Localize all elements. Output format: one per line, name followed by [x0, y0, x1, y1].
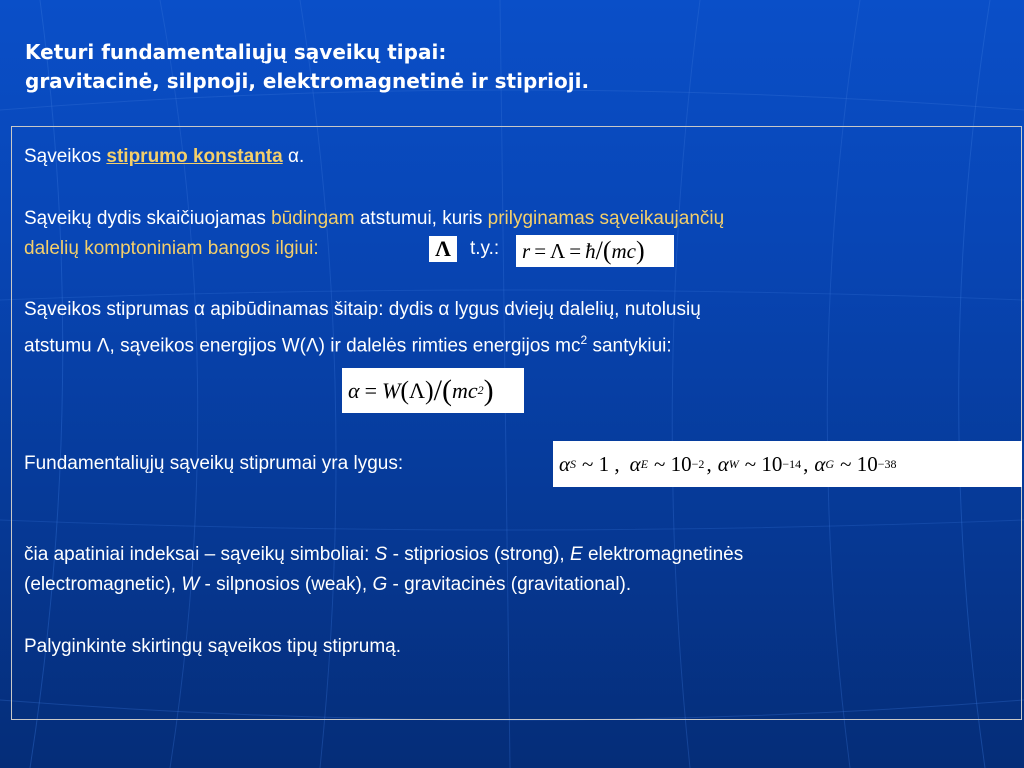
title-line-1: Keturi fundamentaliųjų sąveikų tipai:: [25, 40, 447, 64]
formula-lambda-image: Λ: [429, 236, 457, 262]
paragraph-distance-line-2: [24, 234, 319, 264]
link-stiprumo-konstanta[interactable]: stiprumo konstanta: [106, 146, 283, 167]
formula-strength-values: α S ~ 1 , α E ~ 10 −2 , α W ~ 10 −14 , α G ~ 10 −38: [553, 441, 1022, 487]
highlight-budingam: būdingam: [271, 208, 355, 229]
title-line-2: gravitacinė, silpnoji, elektromagnetinė ir stiprioji.: [25, 69, 590, 93]
paragraph-coupling-constant: Sąveikos stiprumo konstanta α.: [24, 146, 305, 167]
highlight-compton: dalelių komptoniniam bangos ilgiui:: [24, 238, 319, 259]
paragraph-compare: Palyginkinte skirtingų sąveikos tipų stiprumą.: [24, 636, 402, 657]
formula-r-equals: r = Λ = ħ / ( mc ): [516, 235, 674, 267]
paragraph-strength-line-1: Sąveikos stiprumas α apibūdinamas šitaip: dydis α lygus dviejų dalelių, nutolusių: [24, 299, 701, 320]
highlight-prilyginamas: prilyginamas sąveikaujančių: [487, 208, 725, 229]
paragraph-strength-line-2: atstumu Λ, sąveikos energijos W(Λ) ir dalelės rimties energijos $mc^2$ santykiui:: [24, 333, 672, 357]
paragraph-indices-line-1: čia apatiniai indeksai – sąveikų simboliai: S - stipriosios (strong), E elektromagnetinės: [24, 544, 744, 565]
paragraph-distance-line-1: Sąveikų dydis skaičiuojamas būdingam atstumui, kuris prilyginamas sąveikaujančių: [24, 208, 725, 229]
paragraph-strengths-label: Fundamentaliųjų sąveikų stiprumai yra lygus:: [24, 453, 404, 474]
formula-alpha-definition: α = W ( Λ ) / ( mc 2 ): [342, 368, 524, 413]
text-ty: t.y.:: [470, 238, 500, 259]
paragraph-indices-line-2: (electromagnetic), W - silpnosios (weak), G - gravitacinės (gravitational).: [24, 574, 632, 595]
slide-title: [25, 38, 589, 96]
